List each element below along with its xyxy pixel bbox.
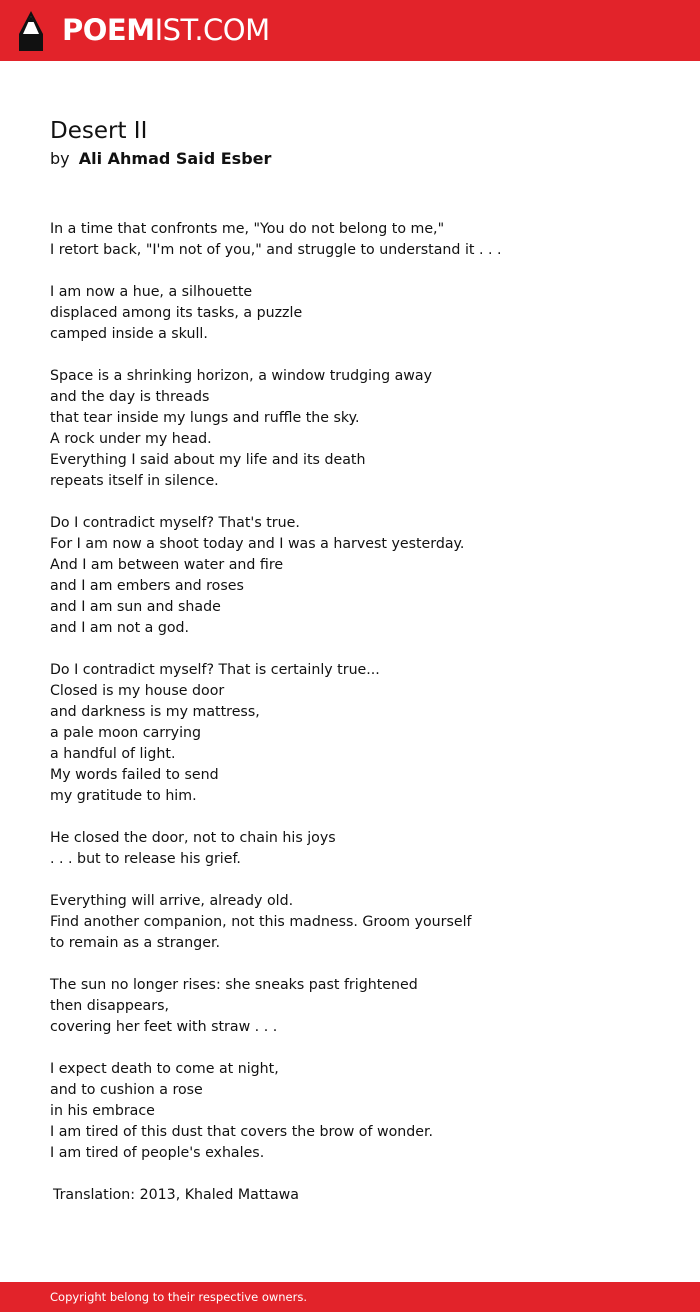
poem-line: I retort back, "I'm not of you," and struggle to understand it . . . — [50, 242, 502, 258]
poem-line: My words failed to send — [50, 767, 219, 783]
poem-line: Everything I said about my life and its death — [50, 452, 366, 468]
poem-line: . . . but to release his grief. — [50, 851, 241, 867]
site-logo[interactable] — [62, 12, 270, 48]
poem-line: covering her feet with straw . . . — [50, 1019, 278, 1035]
poem-line: camped inside a skull. — [50, 326, 208, 342]
stanza — [50, 1059, 650, 1164]
poem-line: Do I contradict myself? That is certainly true... — [50, 662, 380, 678]
poem-line: displaced among its tasks, a puzzle — [50, 305, 303, 321]
poem-line: I am now a hue, a silhouette — [50, 284, 253, 300]
author-name: Ali Ahmad Said Esber — [78, 149, 272, 168]
poem-line: that tear inside my lungs and ruffle the sky. — [50, 410, 360, 426]
poem-line: then disappears, — [50, 998, 169, 1014]
poem-line: I am tired of this dust that covers the brow of wonder. — [50, 1124, 434, 1140]
poem-line: I expect death to come at night, — [50, 1061, 279, 1077]
poem-line: a pale moon carrying — [50, 725, 202, 741]
poem-line: And I am between water and fire — [50, 557, 284, 573]
poem-line: to remain as a stranger. — [50, 935, 221, 951]
poem-line: and darkness is my mattress, — [50, 704, 260, 720]
logo-bold-text: POEM — [62, 13, 155, 47]
translation-credit: Translation: 2013, Khaled Mattawa — [53, 1187, 299, 1203]
poem-line: Closed is my house door — [50, 683, 225, 699]
poem-line: in his embrace — [50, 1103, 155, 1119]
stanza — [50, 513, 650, 639]
poem-line: He closed the door, not to chain his joys — [50, 830, 336, 846]
poem-line: and the day is threads — [50, 389, 210, 405]
by-label: by — [50, 149, 70, 168]
poem-line: The sun no longer rises: she sneaks past frightened — [50, 977, 418, 993]
stanza — [50, 891, 650, 954]
poem-line: In a time that confronts me, "You do not belong to me," — [50, 221, 445, 237]
stanza — [50, 975, 650, 1038]
byline — [50, 149, 271, 169]
copyright-notice: Copyright belong to their respective owners. — [50, 1290, 308, 1304]
poem-title: Desert II — [50, 118, 148, 144]
poem-line: and to cushion a rose — [50, 1082, 203, 1098]
poem-line: and I am embers and roses — [50, 578, 244, 594]
poem-line: Do I contradict myself? That's true. — [50, 515, 300, 531]
poem-line: A rock under my head. — [50, 431, 212, 447]
poem-line: repeats itself in silence. — [50, 473, 219, 489]
stanza — [50, 660, 650, 807]
poem-line: a handful of light. — [50, 746, 176, 762]
poem-line: my gratitude to him. — [50, 788, 197, 804]
poem-line: Everything will arrive, already old. — [50, 893, 294, 909]
poem-line: and I am not a god. — [50, 620, 190, 636]
poem-line: Find another companion, not this madness. Groom yourself — [50, 914, 472, 930]
pencil-tip-icon — [18, 10, 44, 52]
stanza — [50, 828, 650, 870]
stanza — [50, 219, 650, 261]
poem-line: For I am now a shoot today and I was a harvest yesterday. — [50, 536, 465, 552]
logo-light-text: IST.COM — [154, 13, 270, 47]
poem-line: and I am sun and shade — [50, 599, 221, 615]
stanza — [50, 282, 650, 345]
poem-line: Space is a shrinking horizon, a window trudging away — [50, 368, 432, 384]
poem-body — [50, 219, 650, 1185]
poem-line: I am tired of people's exhales. — [50, 1145, 265, 1161]
site-header — [0, 0, 700, 61]
site-footer — [0, 1282, 700, 1312]
stanza — [50, 366, 650, 492]
